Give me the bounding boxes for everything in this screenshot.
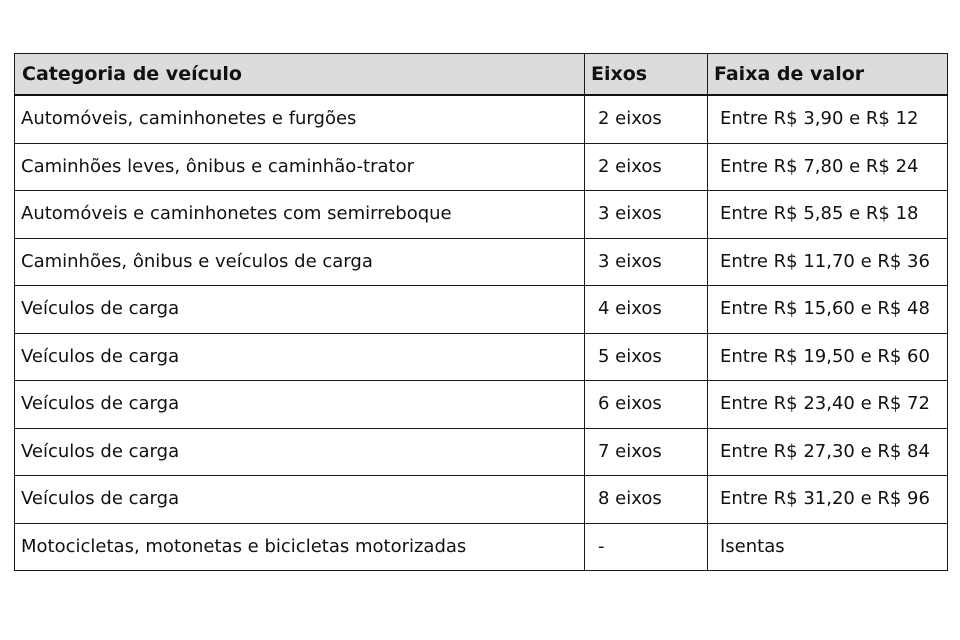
- cell-axles: 8 eixos: [585, 476, 708, 524]
- cell-axles: 2 eixos: [585, 143, 708, 191]
- cell-category: Veículos de carga: [15, 333, 585, 381]
- table-row: [15, 95, 948, 143]
- cell-category: Motocicletas, motonetas e bicicletas motorizadas: [15, 523, 585, 571]
- cell-category: Automóveis, caminhonetes e furgões: [15, 95, 585, 143]
- cell-category: Veículos de carga: [15, 286, 585, 334]
- cell-axles: -: [585, 523, 708, 571]
- table-row: [15, 333, 948, 381]
- cell-range: Entre R$ 3,90 e R$ 12: [708, 95, 948, 143]
- cell-range: Entre R$ 27,30 e R$ 84: [708, 428, 948, 476]
- table-row: [15, 381, 948, 429]
- cell-axles: 7 eixos: [585, 428, 708, 476]
- cell-category: Veículos de carga: [15, 381, 585, 429]
- cell-axles: 4 eixos: [585, 286, 708, 334]
- cell-category: Veículos de carga: [15, 476, 585, 524]
- cell-range: Entre R$ 31,20 e R$ 96: [708, 476, 948, 524]
- header-category: Categoria de veículo: [15, 54, 585, 96]
- cell-category: Caminhões leves, ônibus e caminhão-trator: [15, 143, 585, 191]
- cell-range: Entre R$ 5,85 e R$ 18: [708, 191, 948, 239]
- toll-table: [14, 53, 948, 571]
- cell-axles: 3 eixos: [585, 191, 708, 239]
- cell-range: Entre R$ 23,40 e R$ 72: [708, 381, 948, 429]
- cell-range: Entre R$ 7,80 e R$ 24: [708, 143, 948, 191]
- table-row: [15, 286, 948, 334]
- table-row: [15, 476, 948, 524]
- table-row: [15, 143, 948, 191]
- cell-range: Entre R$ 15,60 e R$ 48: [708, 286, 948, 334]
- cell-axles: 2 eixos: [585, 95, 708, 143]
- table-row: [15, 238, 948, 286]
- header-range: Faixa de valor: [708, 54, 948, 96]
- cell-category: Caminhões, ônibus e veículos de carga: [15, 238, 585, 286]
- cell-axles: 6 eixos: [585, 381, 708, 429]
- toll-table-container: [14, 53, 947, 571]
- table-row: [15, 428, 948, 476]
- cell-category: Automóveis e caminhonetes com semirreboque: [15, 191, 585, 239]
- cell-category: Veículos de carga: [15, 428, 585, 476]
- cell-axles: 5 eixos: [585, 333, 708, 381]
- header-axles: Eixos: [585, 54, 708, 96]
- table-row: [15, 191, 948, 239]
- cell-range: Isentas: [708, 523, 948, 571]
- table-row: [15, 523, 948, 571]
- cell-range: Entre R$ 11,70 e R$ 36: [708, 238, 948, 286]
- cell-range: Entre R$ 19,50 e R$ 60: [708, 333, 948, 381]
- table-header-row: [15, 54, 948, 96]
- cell-axles: 3 eixos: [585, 238, 708, 286]
